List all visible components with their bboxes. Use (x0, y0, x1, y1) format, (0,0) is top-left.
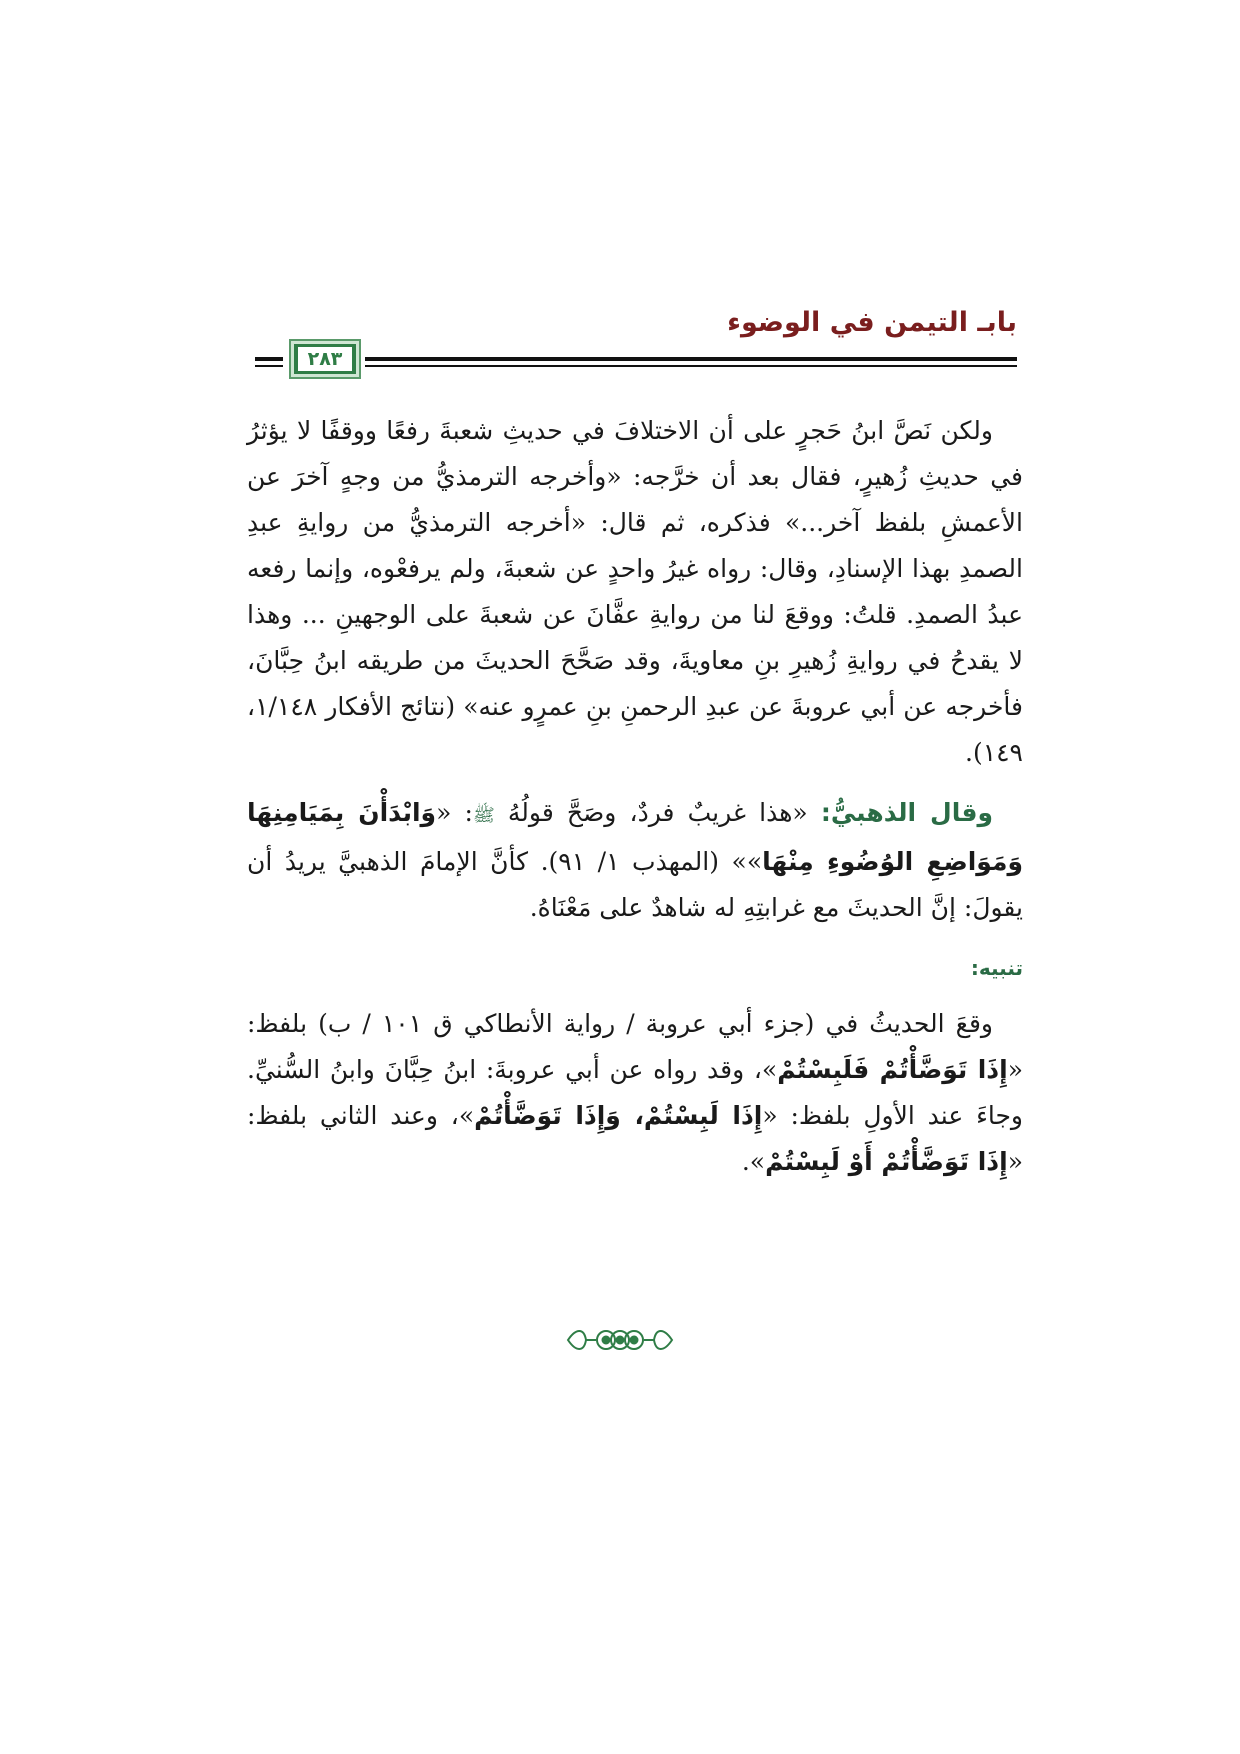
header-rule-left-thick (255, 357, 283, 361)
paragraph-2-text-b: : « (436, 798, 473, 827)
paragraph-3-text-d: ». (741, 1147, 766, 1176)
header-rule-thin (365, 365, 1017, 367)
decorative-divider-icon (560, 1320, 680, 1360)
page-number: ٢٨٣ (297, 346, 353, 372)
paragraph-3-text-a: وقعَ الحديثُ في (جزء أبي عروبة / رواية الأنطاكي ق ١٠١ / ب) بلفظ: « (247, 1009, 1023, 1084)
page-content (247, 408, 1023, 1185)
dhahabi-lead: وقال الذهبيُّ: (820, 798, 994, 827)
hadith-text: وَابْدَأْنَ بِمَيَامِنِهَا وَمَوَاضِعِ الوُضُوءِ مِنْهَا (247, 798, 1023, 876)
header-rule-left-thin (255, 365, 283, 367)
header-rule-thick (365, 357, 1017, 361)
page-header (255, 305, 1017, 385)
chapter-title: بابـ التيمن في الوضوء (727, 307, 1017, 338)
hadith-wording-3: إِذَا تَوَضَّأْتُمْ أَوْ لَبِسْتُمْ (765, 1147, 1008, 1176)
paragraph-1: ولكن نَصَّ ابنُ حَجرٍ على أن الاختلافَ في حديثِ شعبةَ رفعًا ووقفًا لا يؤثرُ في حديثِ زُهيرٍ، فقال بعد أن خرَّجه: «وأخرجه الترمذيُّ من وجهٍ آخرَ عن الأعمشِ بلفظ آخر...» فذكره، ثم قال: «أخرجه الترمذيُّ من روايةِ عبدِ الصمدِ بهذا الإسنادِ، وقال: رواه غيرُ واحدٍ عن شعبةَ، ولم يرفعْوه، وإنما رفعه عبدُ الصمدِ. قلتُ: ووقعَ لنا من روايةِ عفَّانَ عن شعبةَ على الوجهينِ ... وهذا لا يقدحُ في روايةِ زُهيرِ بنِ معاويةَ، وقد صَحَّحَ الحديثَ من طريقه ابنُ حِبَّانَ، فأخرجه عن أبي عروبةَ عن عبدِ الرحمنِ بنِ عمرٍو عنه» (نتائج الأفكار ١/١٤٨، ١٤٩). (247, 416, 1023, 767)
paragraph-3 (247, 1001, 1023, 1185)
salutation-icon: ﷺ (472, 805, 495, 826)
paragraph-3-text-b: »، وقد رواه عن أبي عروبةَ: ابنُ حِبَّانَ وابنُ السُّنيِّ. وجاءَ عند الأولِ بلفظ: « (247, 1055, 1023, 1130)
paragraph-2 (247, 790, 1023, 931)
paragraph-3-text-c: »، وعند الثاني بلفظ: « (247, 1101, 1023, 1176)
hadith-wording-2: إِذَا لَبِسْتُمْ، وَإِذَا تَوَضَّأْتُمْ (474, 1101, 763, 1130)
paragraph-2-text-a: «هذا غريبٌ فردٌ، وصَحَّ قولُهُ (494, 798, 821, 827)
page-number-badge (289, 339, 361, 379)
paragraph-2-text-c: »» (المهذب ١/ ٩١). كأنَّ الإمامَ الذهبيَّ يريدُ أن يقولَ: إنَّ الحديثَ مع غرابتِهِ له شاهدٌ على مَعْنَاهُ. (247, 847, 1023, 922)
note-heading: تنبيه: (970, 956, 1023, 980)
hadith-wording-1: إِذَا تَوَضَّأْتُمْ فَلَبِسْتُمْ (777, 1055, 1008, 1084)
